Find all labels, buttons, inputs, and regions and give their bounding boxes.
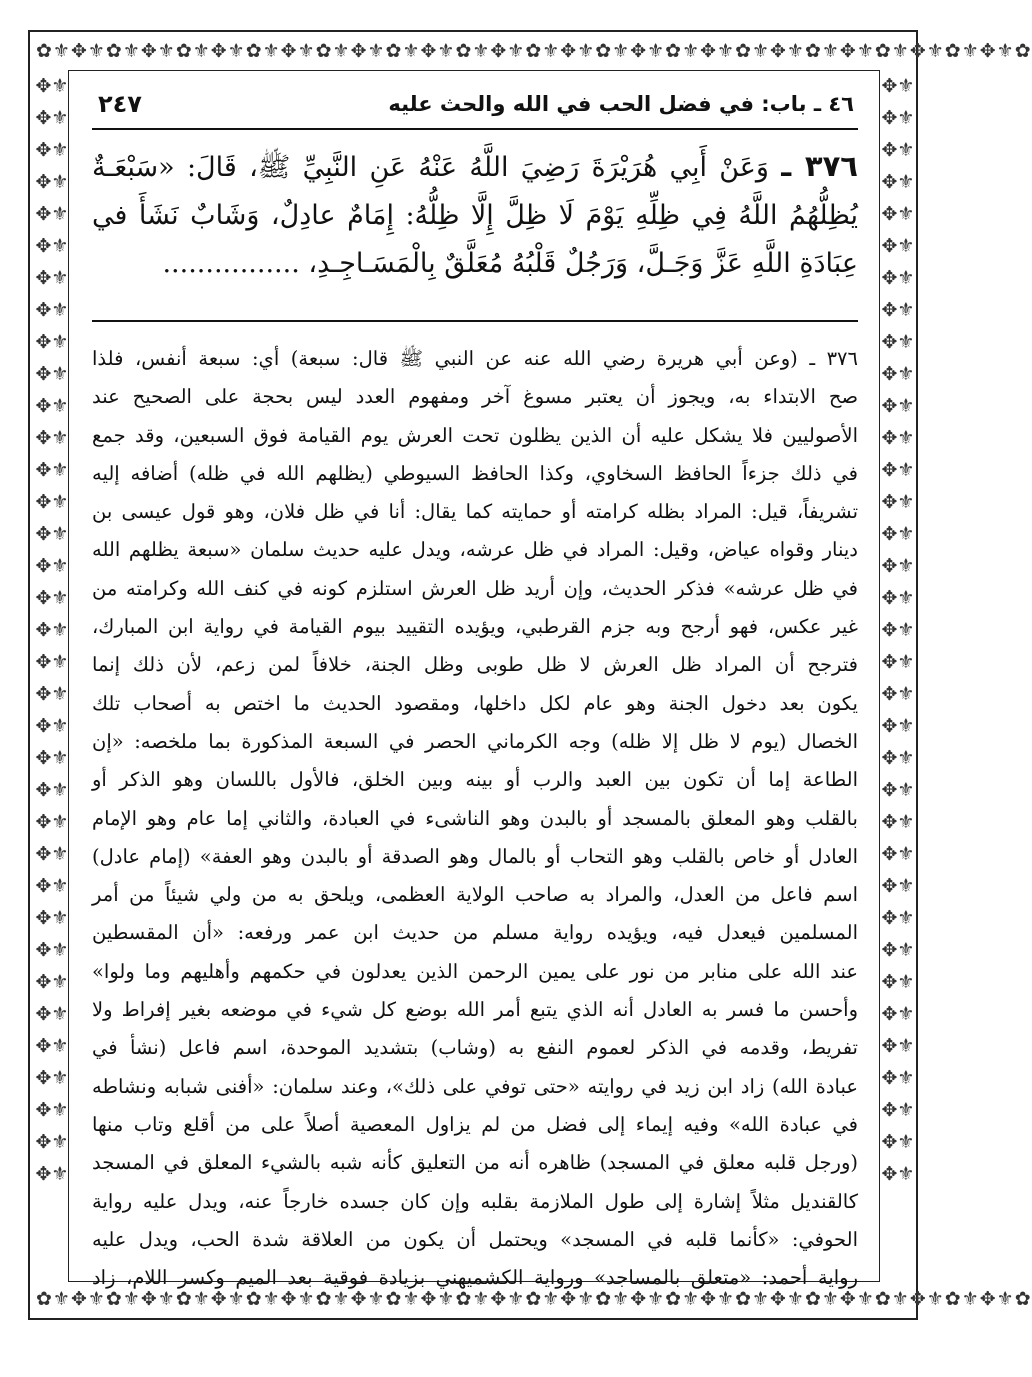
commentary-line: المسلمين فيعدل فيه، ويؤيده رواية مسلم من حديث ابن عمر ورفعه: «أن المقسطين [92,921,858,945]
commentary-line: وأحسن ما فسر به العادل أنه الذي يتبع أمر الله بوضع كل شيء في موضعه بغير إفراط ولا [92,998,858,1022]
commentary-line: تفريط، وقدمه في الذكر لعموم النفع به (وشاب) بتشديد الموحدة، اسم فاعل (نشأ في [92,1036,858,1060]
commentary-line: الأصوليين فلا يشكل عليه أن الذين يظلون تحت العرش يوم القيامة فوق السبعين، وقد جمع [92,423,858,447]
commentary-line: الحوفي: «كأنما قلبه في المسجد» ويحتمل أن يكون من العلاقة شدة الحب، ويدل عليه [92,1227,858,1251]
commentary-line: عبادة الله) زاد ابن زيد في روايته «حتى توفي على ذلك»، وعند سلمان: «أفنى شبابه ونشاطه [92,1074,858,1098]
page-number: ٢٤٧ [98,90,142,118]
hadith-text-block [92,142,858,288]
ornament-band-top: ✿⚜✥⚜✿⚜✥⚜✿⚜✥⚜✿⚜✥⚜✿⚜✥⚜✿⚜✥⚜✿⚜✥⚜✿⚜✥⚜✿⚜✥⚜✿⚜✥⚜✿⚜✥⚜✿⚜✥⚜✿⚜✥⚜✿⚜✥⚜✿ [36,40,1032,62]
commentary-line: في ذلك جزءاً الحافظ السخاوي، وكذا الحافظ السيوطي (يظلهم الله في ظله) أضافه إليه [92,461,858,485]
commentary-line: تشريفاً، قيل: المراد بظله كرامته أو حمايته كما يقال: أنا في ظل فلان، وهو قول عيسى بن [92,500,858,524]
commentary-line: فترجح أن المراد ظل العرش لا ظل طوبى وظل الجنة، خلافاً لمن زعم، لأن ذلك إنما [92,653,858,677]
commentary-line: ٣٧٦ ـ (وعن أبي هريرة رضي الله عنه عن النبي ﷺ قال: سبعة) أي: سبعة أنفس، فلذا [92,347,858,370]
commentary-line: بالقلب وهو المعلق بالمسجد أو بالبدن وهو الناشىء في العبادة، والثاني إما عام وهو الإمام [92,806,858,830]
commentary-line: الطاعة إما أن تكون بين العبد والرب أو بينه وبين الخلق، فالأول باللسان وهو الذكر أو [92,768,858,792]
hadith-number: ٣٧٦ ـ [781,149,858,183]
commentary-line: اسم فاعل من العدل، والمراد به صاحب الولاية العظمى، ويلحق به من ولي شيئاً من أمر [92,883,858,907]
ellipsis-dots: ................ [162,248,300,279]
commentary-line: (ورجل قلبه معلق في المسجد) ظاهره أنه من التعليق كأنه شبه بالشيء المعلق في المسجد [92,1151,858,1175]
section-divider [92,320,858,322]
commentary-line: الخصال (يوم لا ظل إلا ظله) وجه الكرماني الحصر في السبعة المذكورة بما ملخصه: «إن [92,729,858,753]
hadith-text: وَعَنْ أَبِي هُرَيْرَةَ رَضِيَ اللَّهُ عَنْهُ عَنِ النَّبِيِّ ﷺ، قَالَ: «سَبْعَـةٌ يُظِلُّهُمُ اللَّهُ فِي ظِلِّهِ يَوْمَ لَا ظِلَّ إِلَّا ظِلُّهُ: إِمَامٌ عادِلٌ، وَشَابٌ نَشَأَ في عِبَادَةِ اللَّهِ عَزَّ وَجَـلَّ، وَرَجُلٌ قَلْبُهُ مُعَلَّقٌ بِالْمَسَـاجِـدِ، [92,152,858,279]
commentary-block [92,340,858,1297]
ornament-band-left: ✥⚜✥⚜✥⚜✥⚜✥⚜✥⚜✥⚜✥⚜✥⚜✥⚜✥⚜✥⚜✥⚜✥⚜✥⚜✥⚜✥⚜✥⚜✥⚜✥⚜✥⚜✥⚜✥⚜✥⚜✥⚜✥⚜✥⚜✥⚜✥⚜✥⚜✥⚜✥⚜✥⚜✥⚜✥⚜ [35,75,69,1185]
page-content [92,82,858,1290]
commentary-line: في ظل عرشه» فذكر الحديث، وإن أريد ظل العرش استلزم كونه في كنف الله وكرامته من [92,576,858,600]
commentary-line: يكون بعد دخول الجنة وهو عام لكل داخلها، ومقصود الحديث ما اختص به أصحاب تلك [92,691,858,715]
ornament-band-bottom: ✿⚜✥⚜✿⚜✥⚜✿⚜✥⚜✿⚜✥⚜✿⚜✥⚜✿⚜✥⚜✿⚜✥⚜✿⚜✥⚜✿⚜✥⚜✿⚜✥⚜✿⚜✥⚜✿⚜✥⚜✿⚜✥⚜✿⚜✥⚜✿ [36,1288,1032,1310]
commentary-line: رواية أحمد: «متعلق بالمساجد» ورواية الكشميهني بزيادة فوقية بعد الميم وكسر اللام، زاد [92,1266,858,1290]
commentary-line: صح الابتداء به، ويجوز أن يعتبر مسوغ آخر ومفهوم العدد ليس بحجة على الصحيح عند [92,385,858,409]
running-header [92,88,858,130]
commentary-line: غير عكس، فهو أرجح وبه جزم القرطبي، ويؤيده التقييد بيوم القيامة في رواية ابن المبارك، [92,615,858,639]
ornament-band-right: ✥⚜✥⚜✥⚜✥⚜✥⚜✥⚜✥⚜✥⚜✥⚜✥⚜✥⚜✥⚜✥⚜✥⚜✥⚜✥⚜✥⚜✥⚜✥⚜✥⚜✥⚜✥⚜✥⚜✥⚜✥⚜✥⚜✥⚜✥⚜✥⚜✥⚜✥⚜✥⚜✥⚜✥⚜✥⚜ [881,75,915,1185]
chapter-title: ٤٦ ـ باب: في فضل الحب في الله والحث عليه [388,92,854,116]
commentary-line: في عبادة الله» وفيه إيماء إلى فضل من لم يزاول المعصية أصلاً على من أقلع وتاب منها [92,1112,858,1136]
commentary-line: عند الله على منابر من نور على يمين الرحمن الذين يعدلون في حكمهم وأهليهم وما ولوا» [92,959,858,983]
commentary-line: دينار وقواه عياض، وقيل: المراد في ظل عرشه، ويدل عليه حديث سلمان «سبعة يظلهم الله [92,538,858,562]
commentary-line: العادل أو خاص بالقلب وهو التحاب أو بالمال وهو الصدقة أو بالبدن وهو العفة» (إمام عادل) [92,844,858,868]
commentary-line: كالقنديل مثلاً إشارة إلى طول الملازمة بقلبه وإن كان جسده خارجاً عنه، ويدل عليه رواية [92,1189,858,1213]
